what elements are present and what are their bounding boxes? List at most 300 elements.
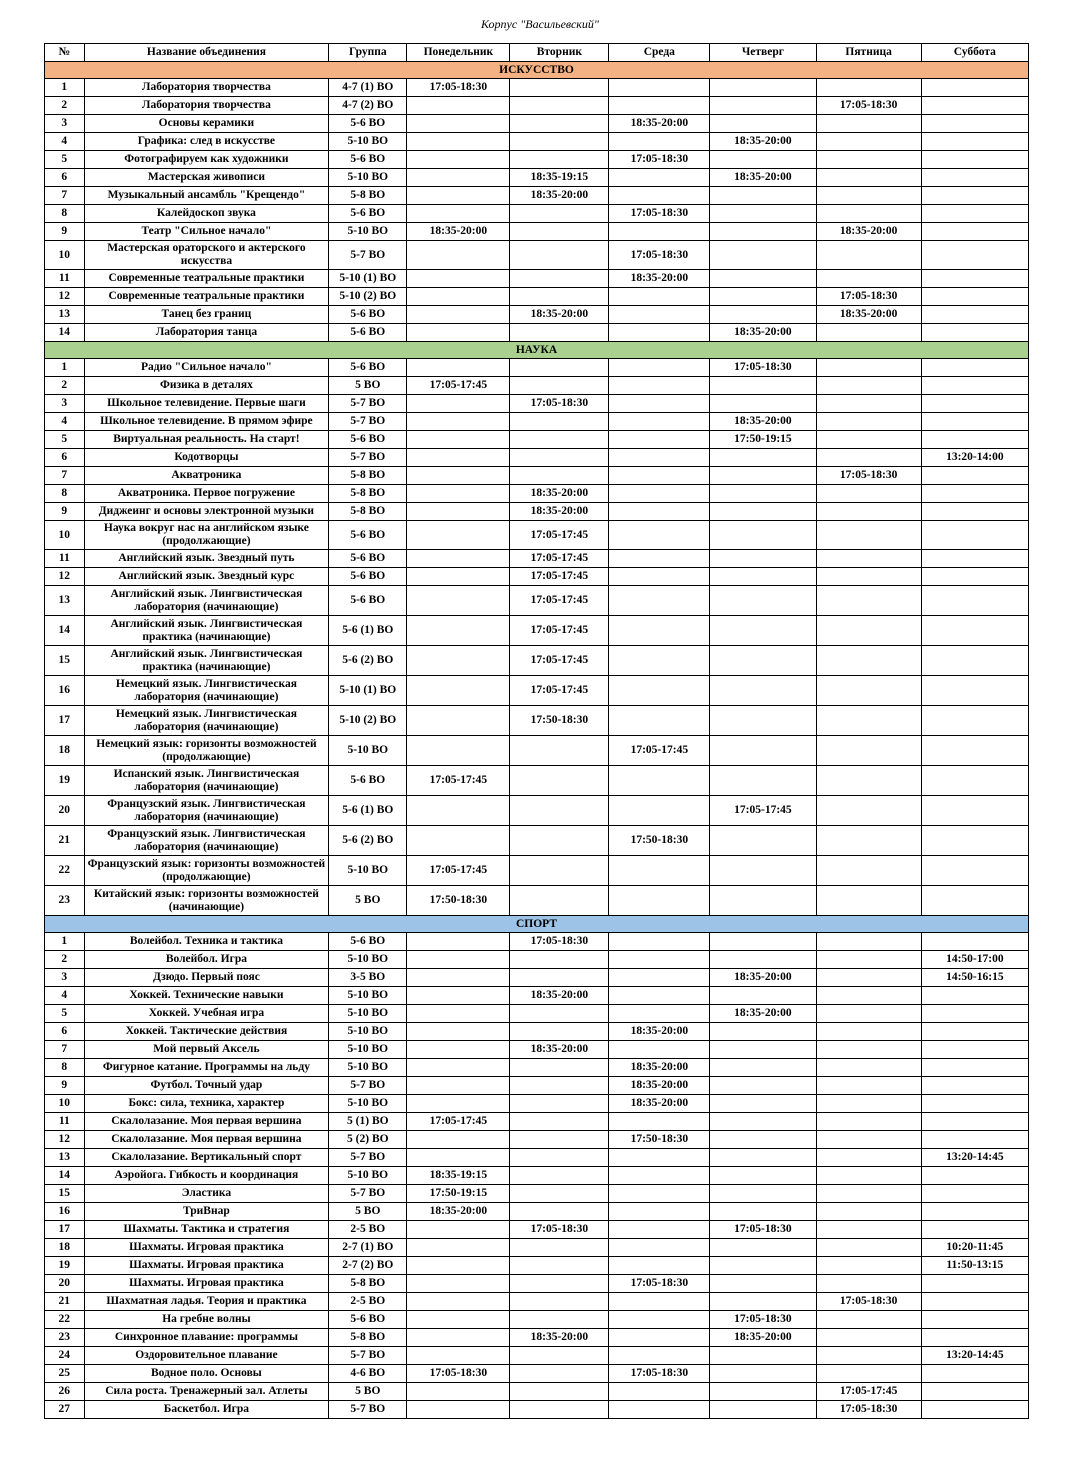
wednesday-cell bbox=[609, 79, 710, 97]
saturday-cell bbox=[921, 485, 1028, 503]
saturday-cell: 13:20-14:45 bbox=[921, 1347, 1028, 1365]
thursday-cell bbox=[710, 115, 816, 133]
row-number-cell: 6 bbox=[45, 1023, 85, 1041]
wednesday-cell: 18:35-20:00 bbox=[609, 1077, 710, 1095]
row-number-cell: 15 bbox=[45, 646, 85, 676]
monday-cell bbox=[407, 1095, 510, 1113]
tuesday-cell bbox=[510, 1311, 609, 1329]
wednesday-cell: 17:05-17:45 bbox=[609, 736, 710, 766]
program-name-cell: Футбол. Точный удар bbox=[84, 1077, 329, 1095]
thursday-cell bbox=[710, 676, 816, 706]
program-name-cell: Немецкий язык. Лингвистическая лаборатория (начинающие) bbox=[84, 706, 329, 736]
saturday-cell bbox=[921, 395, 1028, 413]
monday-cell bbox=[407, 187, 510, 205]
monday-cell: 18:35-19:15 bbox=[407, 1167, 510, 1185]
row-number-cell: 19 bbox=[45, 766, 85, 796]
saturday-cell bbox=[921, 1041, 1028, 1059]
row-number-cell: 11 bbox=[45, 1113, 85, 1131]
table-row bbox=[45, 306, 1029, 324]
row-number-cell: 26 bbox=[45, 1383, 85, 1401]
header-saturday: Суббота bbox=[921, 44, 1028, 62]
wednesday-cell bbox=[609, 1239, 710, 1257]
wednesday-cell bbox=[609, 987, 710, 1005]
group-cell: 5 (1) ВО bbox=[329, 1113, 407, 1131]
table-row bbox=[45, 1239, 1029, 1257]
friday-cell bbox=[816, 1311, 921, 1329]
monday-cell bbox=[407, 205, 510, 223]
saturday-cell bbox=[921, 1077, 1028, 1095]
group-cell: 5-10 ВО bbox=[329, 951, 407, 969]
row-number-cell: 3 bbox=[45, 969, 85, 987]
wednesday-cell bbox=[609, 431, 710, 449]
program-name-cell: Баскетбол. Игра bbox=[84, 1401, 329, 1419]
saturday-cell bbox=[921, 987, 1028, 1005]
tuesday-cell: 17:50-18:30 bbox=[510, 706, 609, 736]
friday-cell bbox=[816, 133, 921, 151]
table-row bbox=[45, 706, 1029, 736]
group-cell: 5-6 ВО bbox=[329, 151, 407, 169]
friday-cell: 17:05-18:30 bbox=[816, 467, 921, 485]
row-number-cell: 1 bbox=[45, 359, 85, 377]
thursday-cell bbox=[710, 449, 816, 467]
thursday-cell bbox=[710, 568, 816, 586]
table-row bbox=[45, 1131, 1029, 1149]
table-row bbox=[45, 413, 1029, 431]
friday-cell bbox=[816, 521, 921, 550]
friday-cell bbox=[816, 1077, 921, 1095]
thursday-cell: 17:05-18:30 bbox=[710, 1311, 816, 1329]
group-cell: 2-7 (2) ВО bbox=[329, 1257, 407, 1275]
monday-cell bbox=[407, 97, 510, 115]
thursday-cell bbox=[710, 736, 816, 766]
program-name-cell: Шахматы. Тактика и стратегия bbox=[84, 1221, 329, 1239]
thursday-cell bbox=[710, 1203, 816, 1221]
program-name-cell: Хоккей. Учебная игра bbox=[84, 1005, 329, 1023]
group-cell: 2-5 ВО bbox=[329, 1221, 407, 1239]
tuesday-cell bbox=[510, 1275, 609, 1293]
row-number-cell: 21 bbox=[45, 826, 85, 856]
friday-cell bbox=[816, 969, 921, 987]
tuesday-cell bbox=[510, 1023, 609, 1041]
group-cell: 5-6 ВО bbox=[329, 431, 407, 449]
wednesday-cell bbox=[609, 933, 710, 951]
program-name-cell: Лаборатория творчества bbox=[84, 79, 329, 97]
group-cell: 5-6 ВО bbox=[329, 586, 407, 616]
wednesday-cell bbox=[609, 359, 710, 377]
thursday-cell bbox=[710, 646, 816, 676]
tuesday-cell bbox=[510, 205, 609, 223]
saturday-cell: 14:50-16:15 bbox=[921, 969, 1028, 987]
tuesday-cell: 17:05-17:45 bbox=[510, 521, 609, 550]
saturday-cell bbox=[921, 97, 1028, 115]
row-number-cell: 8 bbox=[45, 1059, 85, 1077]
table-row bbox=[45, 503, 1029, 521]
tuesday-cell: 17:05-17:45 bbox=[510, 676, 609, 706]
group-cell: 5-7 ВО bbox=[329, 449, 407, 467]
tuesday-cell bbox=[510, 969, 609, 987]
program-name-cell: Китайский язык: горизонты возможностей (начинающие) bbox=[84, 886, 329, 916]
table-row bbox=[45, 1311, 1029, 1329]
wednesday-cell: 17:05-18:30 bbox=[609, 1275, 710, 1293]
row-number-cell: 6 bbox=[45, 449, 85, 467]
group-cell: 2-7 (1) ВО bbox=[329, 1239, 407, 1257]
row-number-cell: 7 bbox=[45, 1041, 85, 1059]
program-name-cell: Английский язык. Лингвистическая практика (начинающие) bbox=[84, 616, 329, 646]
group-cell: 5-8 ВО bbox=[329, 503, 407, 521]
monday-cell bbox=[407, 1275, 510, 1293]
program-name-cell: Скалолазание. Моя первая вершина bbox=[84, 1113, 329, 1131]
friday-cell: 17:05-18:30 bbox=[816, 1293, 921, 1311]
saturday-cell bbox=[921, 306, 1028, 324]
thursday-cell bbox=[710, 241, 816, 270]
group-cell: 5-10 (1) ВО bbox=[329, 270, 407, 288]
tuesday-cell bbox=[510, 1239, 609, 1257]
thursday-cell bbox=[710, 270, 816, 288]
row-number-cell: 5 bbox=[45, 431, 85, 449]
row-number-cell: 23 bbox=[45, 886, 85, 916]
saturday-cell bbox=[921, 79, 1028, 97]
table-row bbox=[45, 766, 1029, 796]
group-cell: 5-8 ВО bbox=[329, 485, 407, 503]
header-row bbox=[45, 44, 1029, 62]
wednesday-cell: 17:05-18:30 bbox=[609, 205, 710, 223]
thursday-cell bbox=[710, 1383, 816, 1401]
monday-cell: 18:35-20:00 bbox=[407, 1203, 510, 1221]
friday-cell bbox=[816, 1329, 921, 1347]
program-name-cell: ТриВнар bbox=[84, 1203, 329, 1221]
program-name-cell: На гребне волны bbox=[84, 1311, 329, 1329]
group-cell: 5-10 ВО bbox=[329, 1059, 407, 1077]
table-row bbox=[45, 1329, 1029, 1347]
table-row bbox=[45, 449, 1029, 467]
friday-cell bbox=[816, 449, 921, 467]
monday-cell bbox=[407, 676, 510, 706]
group-cell: 5-6 (1) ВО bbox=[329, 616, 407, 646]
thursday-cell: 17:50-19:15 bbox=[710, 431, 816, 449]
wednesday-cell bbox=[609, 951, 710, 969]
program-name-cell: Волейбол. Игра bbox=[84, 951, 329, 969]
saturday-cell bbox=[921, 586, 1028, 616]
monday-cell bbox=[407, 1149, 510, 1167]
tuesday-cell: 18:35-20:00 bbox=[510, 1329, 609, 1347]
friday-cell bbox=[816, 1275, 921, 1293]
table-row bbox=[45, 288, 1029, 306]
friday-cell: 18:35-20:00 bbox=[816, 223, 921, 241]
tuesday-cell bbox=[510, 1401, 609, 1419]
saturday-cell bbox=[921, 503, 1028, 521]
friday-cell bbox=[816, 1185, 921, 1203]
tuesday-cell bbox=[510, 1257, 609, 1275]
group-cell: 5-6 ВО bbox=[329, 521, 407, 550]
monday-cell bbox=[407, 395, 510, 413]
thursday-cell bbox=[710, 706, 816, 736]
thursday-cell: 17:05-18:30 bbox=[710, 359, 816, 377]
table-row bbox=[45, 1365, 1029, 1383]
row-number-cell: 18 bbox=[45, 736, 85, 766]
row-number-cell: 9 bbox=[45, 503, 85, 521]
saturday-cell bbox=[921, 359, 1028, 377]
table-row bbox=[45, 586, 1029, 616]
friday-cell bbox=[816, 706, 921, 736]
table-row bbox=[45, 1293, 1029, 1311]
program-name-cell: Шахматы. Игровая практика bbox=[84, 1239, 329, 1257]
table-row bbox=[45, 856, 1029, 886]
tuesday-cell bbox=[510, 288, 609, 306]
row-number-cell: 10 bbox=[45, 521, 85, 550]
table-row bbox=[45, 1095, 1029, 1113]
monday-cell: 17:05-17:45 bbox=[407, 1113, 510, 1131]
group-cell: 5-7 ВО bbox=[329, 1347, 407, 1365]
saturday-cell bbox=[921, 1131, 1028, 1149]
saturday-cell bbox=[921, 1059, 1028, 1077]
friday-cell bbox=[816, 987, 921, 1005]
group-cell: 5 ВО bbox=[329, 1383, 407, 1401]
friday-cell bbox=[816, 1005, 921, 1023]
thursday-cell: 18:35-20:00 bbox=[710, 169, 816, 187]
thursday-cell bbox=[710, 1239, 816, 1257]
thursday-cell: 17:05-18:30 bbox=[710, 1221, 816, 1239]
table-row bbox=[45, 1167, 1029, 1185]
friday-cell bbox=[816, 1257, 921, 1275]
wednesday-cell bbox=[609, 306, 710, 324]
thursday-cell bbox=[710, 1077, 816, 1095]
thursday-cell bbox=[710, 521, 816, 550]
friday-cell bbox=[816, 1095, 921, 1113]
friday-cell bbox=[816, 796, 921, 826]
monday-cell bbox=[407, 1311, 510, 1329]
table-row bbox=[45, 951, 1029, 969]
table-row bbox=[45, 395, 1029, 413]
thursday-cell bbox=[710, 856, 816, 886]
thursday-cell bbox=[710, 97, 816, 115]
saturday-cell bbox=[921, 324, 1028, 342]
thursday-cell bbox=[710, 485, 816, 503]
friday-cell bbox=[816, 151, 921, 169]
group-cell: 5-6 (2) ВО bbox=[329, 826, 407, 856]
tuesday-cell bbox=[510, 1347, 609, 1365]
program-name-cell: Английский язык. Звездный путь bbox=[84, 550, 329, 568]
program-name-cell: Английский язык. Звездный курс bbox=[84, 568, 329, 586]
tuesday-cell bbox=[510, 1059, 609, 1077]
table-row bbox=[45, 933, 1029, 951]
row-number-cell: 12 bbox=[45, 568, 85, 586]
group-cell: 5-6 ВО bbox=[329, 568, 407, 586]
wednesday-cell bbox=[609, 616, 710, 646]
tuesday-cell bbox=[510, 324, 609, 342]
table-row bbox=[45, 796, 1029, 826]
saturday-cell bbox=[921, 1365, 1028, 1383]
section-header bbox=[45, 916, 1029, 933]
row-number-cell: 10 bbox=[45, 241, 85, 270]
group-cell: 5-10 (1) ВО bbox=[329, 676, 407, 706]
program-name-cell: Театр "Сильное начало" bbox=[84, 223, 329, 241]
friday-cell bbox=[816, 550, 921, 568]
monday-cell: 17:50-18:30 bbox=[407, 886, 510, 916]
table-row bbox=[45, 521, 1029, 550]
saturday-cell: 11:50-13:15 bbox=[921, 1257, 1028, 1275]
thursday-cell bbox=[710, 766, 816, 796]
row-number-cell: 5 bbox=[45, 151, 85, 169]
row-number-cell: 20 bbox=[45, 1275, 85, 1293]
monday-cell bbox=[407, 151, 510, 169]
group-cell: 5-7 ВО bbox=[329, 395, 407, 413]
friday-cell bbox=[816, 187, 921, 205]
group-cell: 5-10 ВО bbox=[329, 736, 407, 766]
table-row bbox=[45, 969, 1029, 987]
wednesday-cell bbox=[609, 97, 710, 115]
tuesday-cell: 17:05-17:45 bbox=[510, 586, 609, 616]
friday-cell bbox=[816, 568, 921, 586]
program-name-cell: Шахматная ладья. Теория и практика bbox=[84, 1293, 329, 1311]
saturday-cell bbox=[921, 1167, 1028, 1185]
friday-cell: 17:05-18:30 bbox=[816, 1401, 921, 1419]
wednesday-cell bbox=[609, 586, 710, 616]
program-name-cell: Мастерская ораторского и актерского искусства bbox=[84, 241, 329, 270]
thursday-cell bbox=[710, 467, 816, 485]
wednesday-cell: 17:05-18:30 bbox=[609, 241, 710, 270]
row-number-cell: 14 bbox=[45, 324, 85, 342]
group-cell: 5-10 (2) ВО bbox=[329, 288, 407, 306]
program-name-cell: Английский язык. Лингвистическая практика (начинающие) bbox=[84, 646, 329, 676]
tuesday-cell bbox=[510, 1095, 609, 1113]
program-name-cell: Физика в деталях bbox=[84, 377, 329, 395]
monday-cell bbox=[407, 1293, 510, 1311]
friday-cell bbox=[816, 115, 921, 133]
table-row bbox=[45, 616, 1029, 646]
program-name-cell: Диджеинг и основы электронной музыки bbox=[84, 503, 329, 521]
table-row bbox=[45, 377, 1029, 395]
saturday-cell bbox=[921, 1311, 1028, 1329]
wednesday-cell bbox=[609, 449, 710, 467]
wednesday-cell: 17:05-18:30 bbox=[609, 151, 710, 169]
saturday-cell bbox=[921, 1203, 1028, 1221]
thursday-cell bbox=[710, 223, 816, 241]
section-title: ИСКУССТВО bbox=[45, 62, 1029, 79]
thursday-cell bbox=[710, 187, 816, 205]
friday-cell bbox=[816, 324, 921, 342]
thursday-cell bbox=[710, 1113, 816, 1131]
tuesday-cell bbox=[510, 413, 609, 431]
thursday-cell bbox=[710, 951, 816, 969]
program-name-cell: Немецкий язык. Лингвистическая лаборатория (начинающие) bbox=[84, 676, 329, 706]
saturday-cell bbox=[921, 736, 1028, 766]
table-row bbox=[45, 1221, 1029, 1239]
monday-cell bbox=[407, 1059, 510, 1077]
saturday-cell bbox=[921, 377, 1028, 395]
group-cell: 3-5 ВО bbox=[329, 969, 407, 987]
friday-cell bbox=[816, 736, 921, 766]
tuesday-cell bbox=[510, 359, 609, 377]
monday-cell bbox=[407, 706, 510, 736]
table-row bbox=[45, 467, 1029, 485]
saturday-cell bbox=[921, 1401, 1028, 1419]
friday-cell bbox=[816, 1041, 921, 1059]
saturday-cell bbox=[921, 169, 1028, 187]
wednesday-cell bbox=[609, 706, 710, 736]
program-name-cell: Скалолазание. Моя первая вершина bbox=[84, 1131, 329, 1149]
friday-cell bbox=[816, 1131, 921, 1149]
group-cell: 5-8 ВО bbox=[329, 1329, 407, 1347]
row-number-cell: 19 bbox=[45, 1257, 85, 1275]
group-cell: 5-7 ВО bbox=[329, 1185, 407, 1203]
table-row bbox=[45, 79, 1029, 97]
tuesday-cell bbox=[510, 856, 609, 886]
friday-cell bbox=[816, 886, 921, 916]
group-cell: 5-10 ВО bbox=[329, 169, 407, 187]
row-number-cell: 17 bbox=[45, 1221, 85, 1239]
monday-cell bbox=[407, 521, 510, 550]
row-number-cell: 16 bbox=[45, 676, 85, 706]
program-name-cell: Немецкий язык: горизонты возможностей (продолжающие) bbox=[84, 736, 329, 766]
group-cell: 5-7 ВО bbox=[329, 1077, 407, 1095]
monday-cell: 17:05-18:30 bbox=[407, 79, 510, 97]
program-name-cell: Французский язык. Лингвистическая лаборатория (начинающие) bbox=[84, 796, 329, 826]
row-number-cell: 9 bbox=[45, 223, 85, 241]
group-cell: 4-7 (2) ВО bbox=[329, 97, 407, 115]
group-cell: 5-10 ВО bbox=[329, 987, 407, 1005]
wednesday-cell bbox=[609, 1293, 710, 1311]
row-number-cell: 27 bbox=[45, 1401, 85, 1419]
wednesday-cell bbox=[609, 1311, 710, 1329]
row-number-cell: 1 bbox=[45, 79, 85, 97]
saturday-cell bbox=[921, 1023, 1028, 1041]
group-cell: 5-6 ВО bbox=[329, 115, 407, 133]
program-name-cell: Радио "Сильное начало" bbox=[84, 359, 329, 377]
saturday-cell bbox=[921, 115, 1028, 133]
program-name-cell: Эластика bbox=[84, 1185, 329, 1203]
monday-cell bbox=[407, 503, 510, 521]
wednesday-cell bbox=[609, 187, 710, 205]
row-number-cell: 3 bbox=[45, 115, 85, 133]
program-name-cell: Фотографируем как художники bbox=[84, 151, 329, 169]
friday-cell bbox=[816, 270, 921, 288]
wednesday-cell bbox=[609, 413, 710, 431]
group-cell: 5-6 ВО bbox=[329, 306, 407, 324]
section-header bbox=[45, 62, 1029, 79]
wednesday-cell bbox=[609, 1149, 710, 1167]
row-number-cell: 12 bbox=[45, 1131, 85, 1149]
saturday-cell bbox=[921, 826, 1028, 856]
friday-cell bbox=[816, 1203, 921, 1221]
table-row bbox=[45, 431, 1029, 449]
monday-cell bbox=[407, 241, 510, 270]
group-cell: 5-6 ВО bbox=[329, 1311, 407, 1329]
program-name-cell: Школьное телевидение. Первые шаги bbox=[84, 395, 329, 413]
monday-cell: 17:05-18:30 bbox=[407, 1365, 510, 1383]
tuesday-cell: 18:35-20:00 bbox=[510, 485, 609, 503]
program-name-cell: Мастерская живописи bbox=[84, 169, 329, 187]
tuesday-cell bbox=[510, 115, 609, 133]
group-cell: 4-7 (1) ВО bbox=[329, 79, 407, 97]
header-tuesday: Вторник bbox=[510, 44, 609, 62]
tuesday-cell bbox=[510, 377, 609, 395]
thursday-cell: 18:35-20:00 bbox=[710, 324, 816, 342]
row-number-cell: 4 bbox=[45, 133, 85, 151]
tuesday-cell bbox=[510, 796, 609, 826]
wednesday-cell bbox=[609, 223, 710, 241]
wednesday-cell: 17:50-18:30 bbox=[609, 1131, 710, 1149]
thursday-cell bbox=[710, 395, 816, 413]
saturday-cell: 13:20-14:00 bbox=[921, 449, 1028, 467]
row-number-cell: 8 bbox=[45, 485, 85, 503]
group-cell: 5-10 ВО bbox=[329, 1023, 407, 1041]
table-row bbox=[45, 241, 1029, 270]
friday-cell bbox=[816, 377, 921, 395]
monday-cell bbox=[407, 133, 510, 151]
table-row bbox=[45, 169, 1029, 187]
friday-cell bbox=[816, 1347, 921, 1365]
row-number-cell: 12 bbox=[45, 288, 85, 306]
